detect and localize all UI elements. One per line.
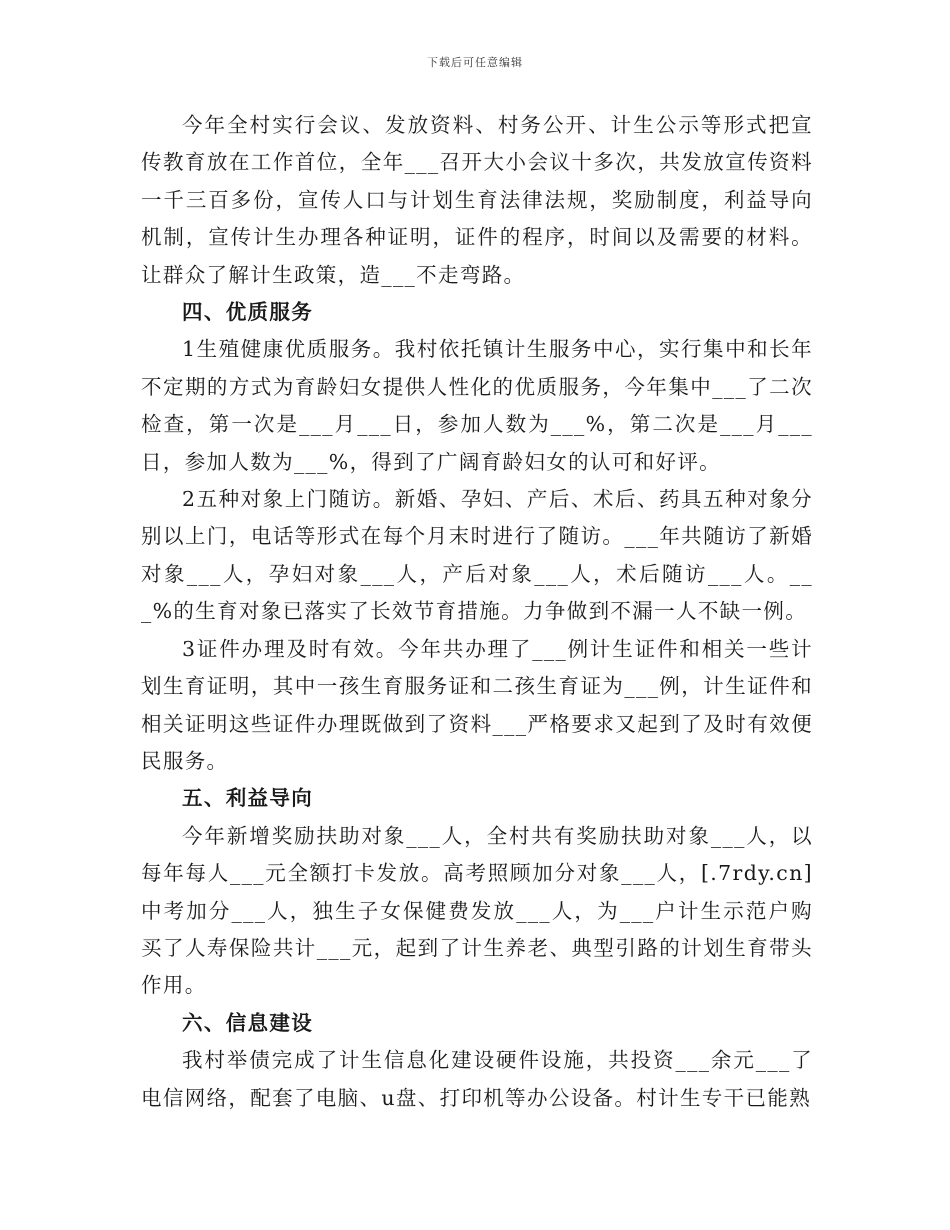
paragraph-publicity: 今年全村实行会议、发放资料、村务公开、计生公示等形式把宣传教育放在工作首位，全年___召开大小会议十多次，共发放宣传资料一千三百多份，宣传人口与计划生育法律法规，奖励制度，利益导向机制，宣传计生办理各种证明，证件的程序，时间以及需要的材料。让群众了解计生政策，造___不走弯路。 xyxy=(141,113,813,287)
section-heading-quality-service: 四、优质服务 xyxy=(182,300,314,325)
document-body xyxy=(141,107,813,1117)
paragraph-certificates: 3证件办理及时有效。今年共办理了___例计生证件和相关一些计划生育证明，其中一孩生育服务证和二孩生育证为___例，计生证件和相关证明这些证件办理既做到了资料___严格要求又起到了及时有效便民服务。 xyxy=(141,636,813,773)
paragraph-information: 我村举债完成了计生信息化建设硬件设施，共投资___余元___了电信网络，配套了电脑、u盘、打印机等办公设备。村计生专干已能熟 xyxy=(141,1048,813,1110)
page-header: 下载后可任意编辑 xyxy=(427,56,523,69)
section-heading-information-construction: 六、信息建设 xyxy=(182,1010,314,1035)
paragraph-rewards: 今年新增奖励扶助对象___人，全村共有奖励扶助对象___人，以每年每人___元全额打卡发放。高考照顾加分对象___人，[.7rdy.cn]中考加分___人，独生子女保健费发放___人，为___户计生示范户购买了人寿保险共计___元，起到了计生养老、典型引路的计划生育带头作用。 xyxy=(141,823,813,998)
paragraph-reproductive-health: 1生殖健康优质服务。我村依托镇计生服务中心，实行集中和长年不定期的方式为育龄妇女提供人性化的优质服务，今年集中___了二次检查，第一次是___月___日，参加人数为___%，第二次是___月___日，参加人数为___%，得到了广阔育龄妇女的认可和好评。 xyxy=(141,337,813,474)
paragraph-home-visits: 2五种对象上门随访。新婚、孕妇、产后、术后、药具五种对象分别以上门，电话等形式在每个月末时进行了随访。___年共随访了新婚对象___人，孕妇对象___人，产后对象___人，术后随访___人。___%的生育对象已落实了长效节育措施。力争做到不漏一人不缺一例。 xyxy=(141,487,813,624)
section-heading-benefit-guidance: 五、利益导向 xyxy=(182,786,314,811)
